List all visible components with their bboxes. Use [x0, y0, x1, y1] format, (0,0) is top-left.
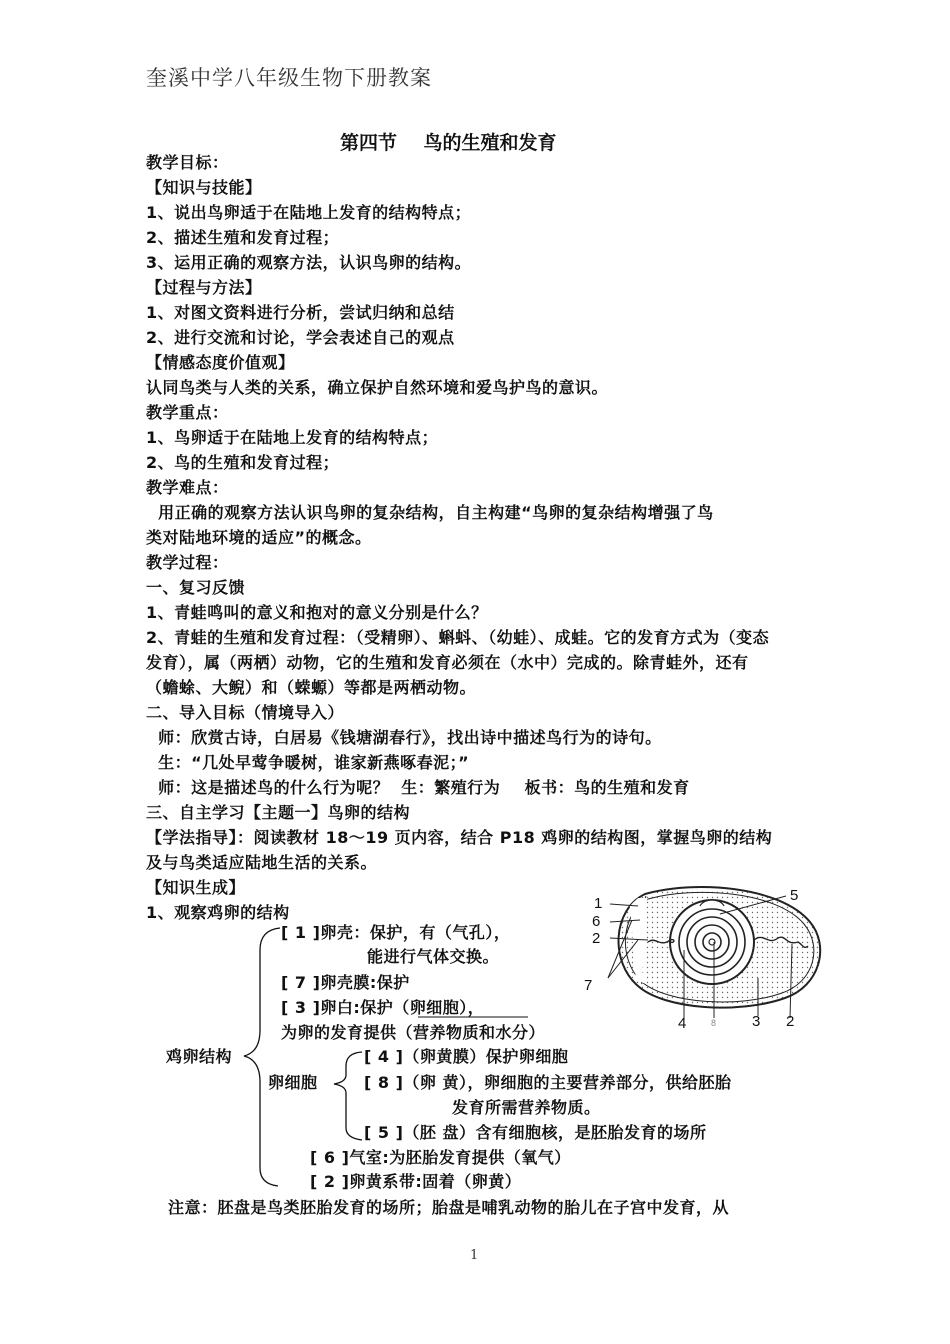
text-line: 2、描述生殖和发育过程；	[146, 228, 340, 247]
tree-albumen: [ 3 ]卵白:保护（卵细胞），	[281, 998, 485, 1017]
text-line: 1、对图文资料进行分析，尝试归纳和总结	[146, 303, 455, 322]
text-line: 生：“几处早莺争暖树，谁家新燕啄春泥；”	[146, 753, 470, 772]
tree-air-cell: [ 6 ]气室:为胚胎发育提供（氧气）	[310, 1148, 571, 1167]
tree-chalaza: [ 2 ]卵黄系带:固着（卵黄）	[310, 1172, 522, 1191]
tree-vitelline: [ 4 ]（卵黄膜）保护卵细胞	[364, 1047, 569, 1066]
tree-yolk-cont: 发育所需营养物质。	[452, 1098, 601, 1117]
text-line: 1、鸟卵适于在陆地上发育的结构特点；	[146, 428, 439, 447]
tree-shell: [ 1 ]卵壳：保护，有（气孔），	[281, 923, 511, 942]
tree-egg-cell: 卵细胞	[268, 1073, 318, 1092]
label-7: 7	[584, 977, 593, 994]
text-line: 2、青蛙的生殖和发育过程：（受精卵）、蝌蚪、（幼蛙）、成蛙。它的发育方式为（变态	[146, 628, 770, 647]
text-line: 【过程与方法】	[146, 278, 262, 297]
cell-brace	[334, 1052, 362, 1140]
label-3: 3	[752, 1013, 761, 1030]
page-number: 1	[470, 1248, 479, 1263]
text-line: 【学法指导】：阅读教材 18～19 页内容，结合 P18 鸡卵的结构图，掌握鸟卵的结构	[146, 828, 773, 847]
section-title: 第四节 鸟的生殖和发育	[340, 132, 557, 154]
text-line: 及与鸟类适应陆地生活的关系。	[146, 853, 378, 872]
label-1: 1	[594, 895, 603, 912]
label-6: 6	[592, 913, 601, 930]
text-line: 教学过程：	[146, 553, 229, 572]
text-line: 【情感态度价值观】	[146, 353, 295, 372]
text-line: 一、复习反馈	[146, 578, 246, 597]
text-line: 教学目标：	[146, 153, 229, 172]
text-line: 1、说出鸟卵适于在陆地上发育的结构特点；	[146, 203, 472, 222]
text-line: 【知识生成】	[146, 878, 246, 897]
text-line: 认同鸟类与人类的关系，确立保护自然环境和爱鸟护鸟的意识。	[146, 378, 609, 397]
text-line: 1、观察鸡卵的结构	[146, 903, 290, 922]
text-line: 【知识与技能】	[146, 178, 262, 197]
tree-albumen-cont: 为卵的发育提供（营养物质和水分）	[281, 1023, 546, 1042]
text-line: 师：这是描述鸟的什么行为呢？ 生：繁殖行为 板书：鸟的生殖和发育	[146, 778, 690, 797]
label-2-right: 2	[786, 1013, 795, 1030]
text-line: （蟾蜍、大鲵）和（蝾螈）等都是两栖动物。	[146, 678, 477, 697]
text-line: 教学重点：	[146, 403, 229, 422]
label-4: 4	[678, 1015, 687, 1030]
text-line: 1、青蛙鸣叫的意义和抱对的意义分别是什么？	[146, 603, 488, 622]
label-5: 5	[790, 887, 799, 904]
text-line: 2、进行交流和讨论，学会表述自己的观点	[146, 328, 455, 347]
text-line: 3、运用正确的观察方法，认识鸟卵的结构。	[146, 253, 472, 272]
tree-yolk: [ 8 ]（卵 黄），卵细胞的主要营养部分，供给胚胎	[364, 1073, 732, 1092]
document-header: 奎溪中学八年级生物下册教案	[146, 66, 432, 90]
text-line: 三、自主学习【主题一】鸟卵的结构	[146, 803, 411, 822]
main-brace	[244, 928, 280, 1186]
text-line: 发育），属（两栖）动物，它的生殖和发育必须在（水中）完成的。除青蛙外，还有	[146, 653, 749, 672]
yolk-rings	[670, 900, 754, 984]
text-line: 用正确的观察方法认识鸟卵的复杂结构，自主构建“鸟卵的复杂结构增强了鸟	[146, 503, 714, 522]
tree-shell-cont: 能进行气体交换。	[367, 947, 500, 966]
tree-membrane: [ 7 ]卵壳膜:保护	[281, 973, 410, 992]
text-line: 二、导入目标（情境导入）	[146, 703, 345, 722]
tree-disc: [ 5 ]（胚 盘）含有细胞核，是胚胎发育的场所	[364, 1123, 707, 1142]
text-line: 类对陆地环境的适应”的概念。	[146, 528, 372, 547]
text-line: 教学难点：	[146, 478, 229, 497]
egg-structure-diagram	[580, 880, 840, 1030]
text-line: 2、鸟的生殖和发育过程；	[146, 453, 340, 472]
note-line: 注意：胚盘是鸟类胚胎发育的场所；胎盘是哺乳动物的胎儿在子宫中发育，从	[168, 1198, 730, 1217]
label-8: 8	[711, 1018, 717, 1028]
text-line: 师：欣赏古诗，白居易《钱塘湖春行》，找出诗中描述鸟行为的诗句。	[146, 728, 662, 747]
label-2-left: 2	[592, 930, 601, 947]
tree-root: 鸡卵结构	[166, 1047, 233, 1066]
